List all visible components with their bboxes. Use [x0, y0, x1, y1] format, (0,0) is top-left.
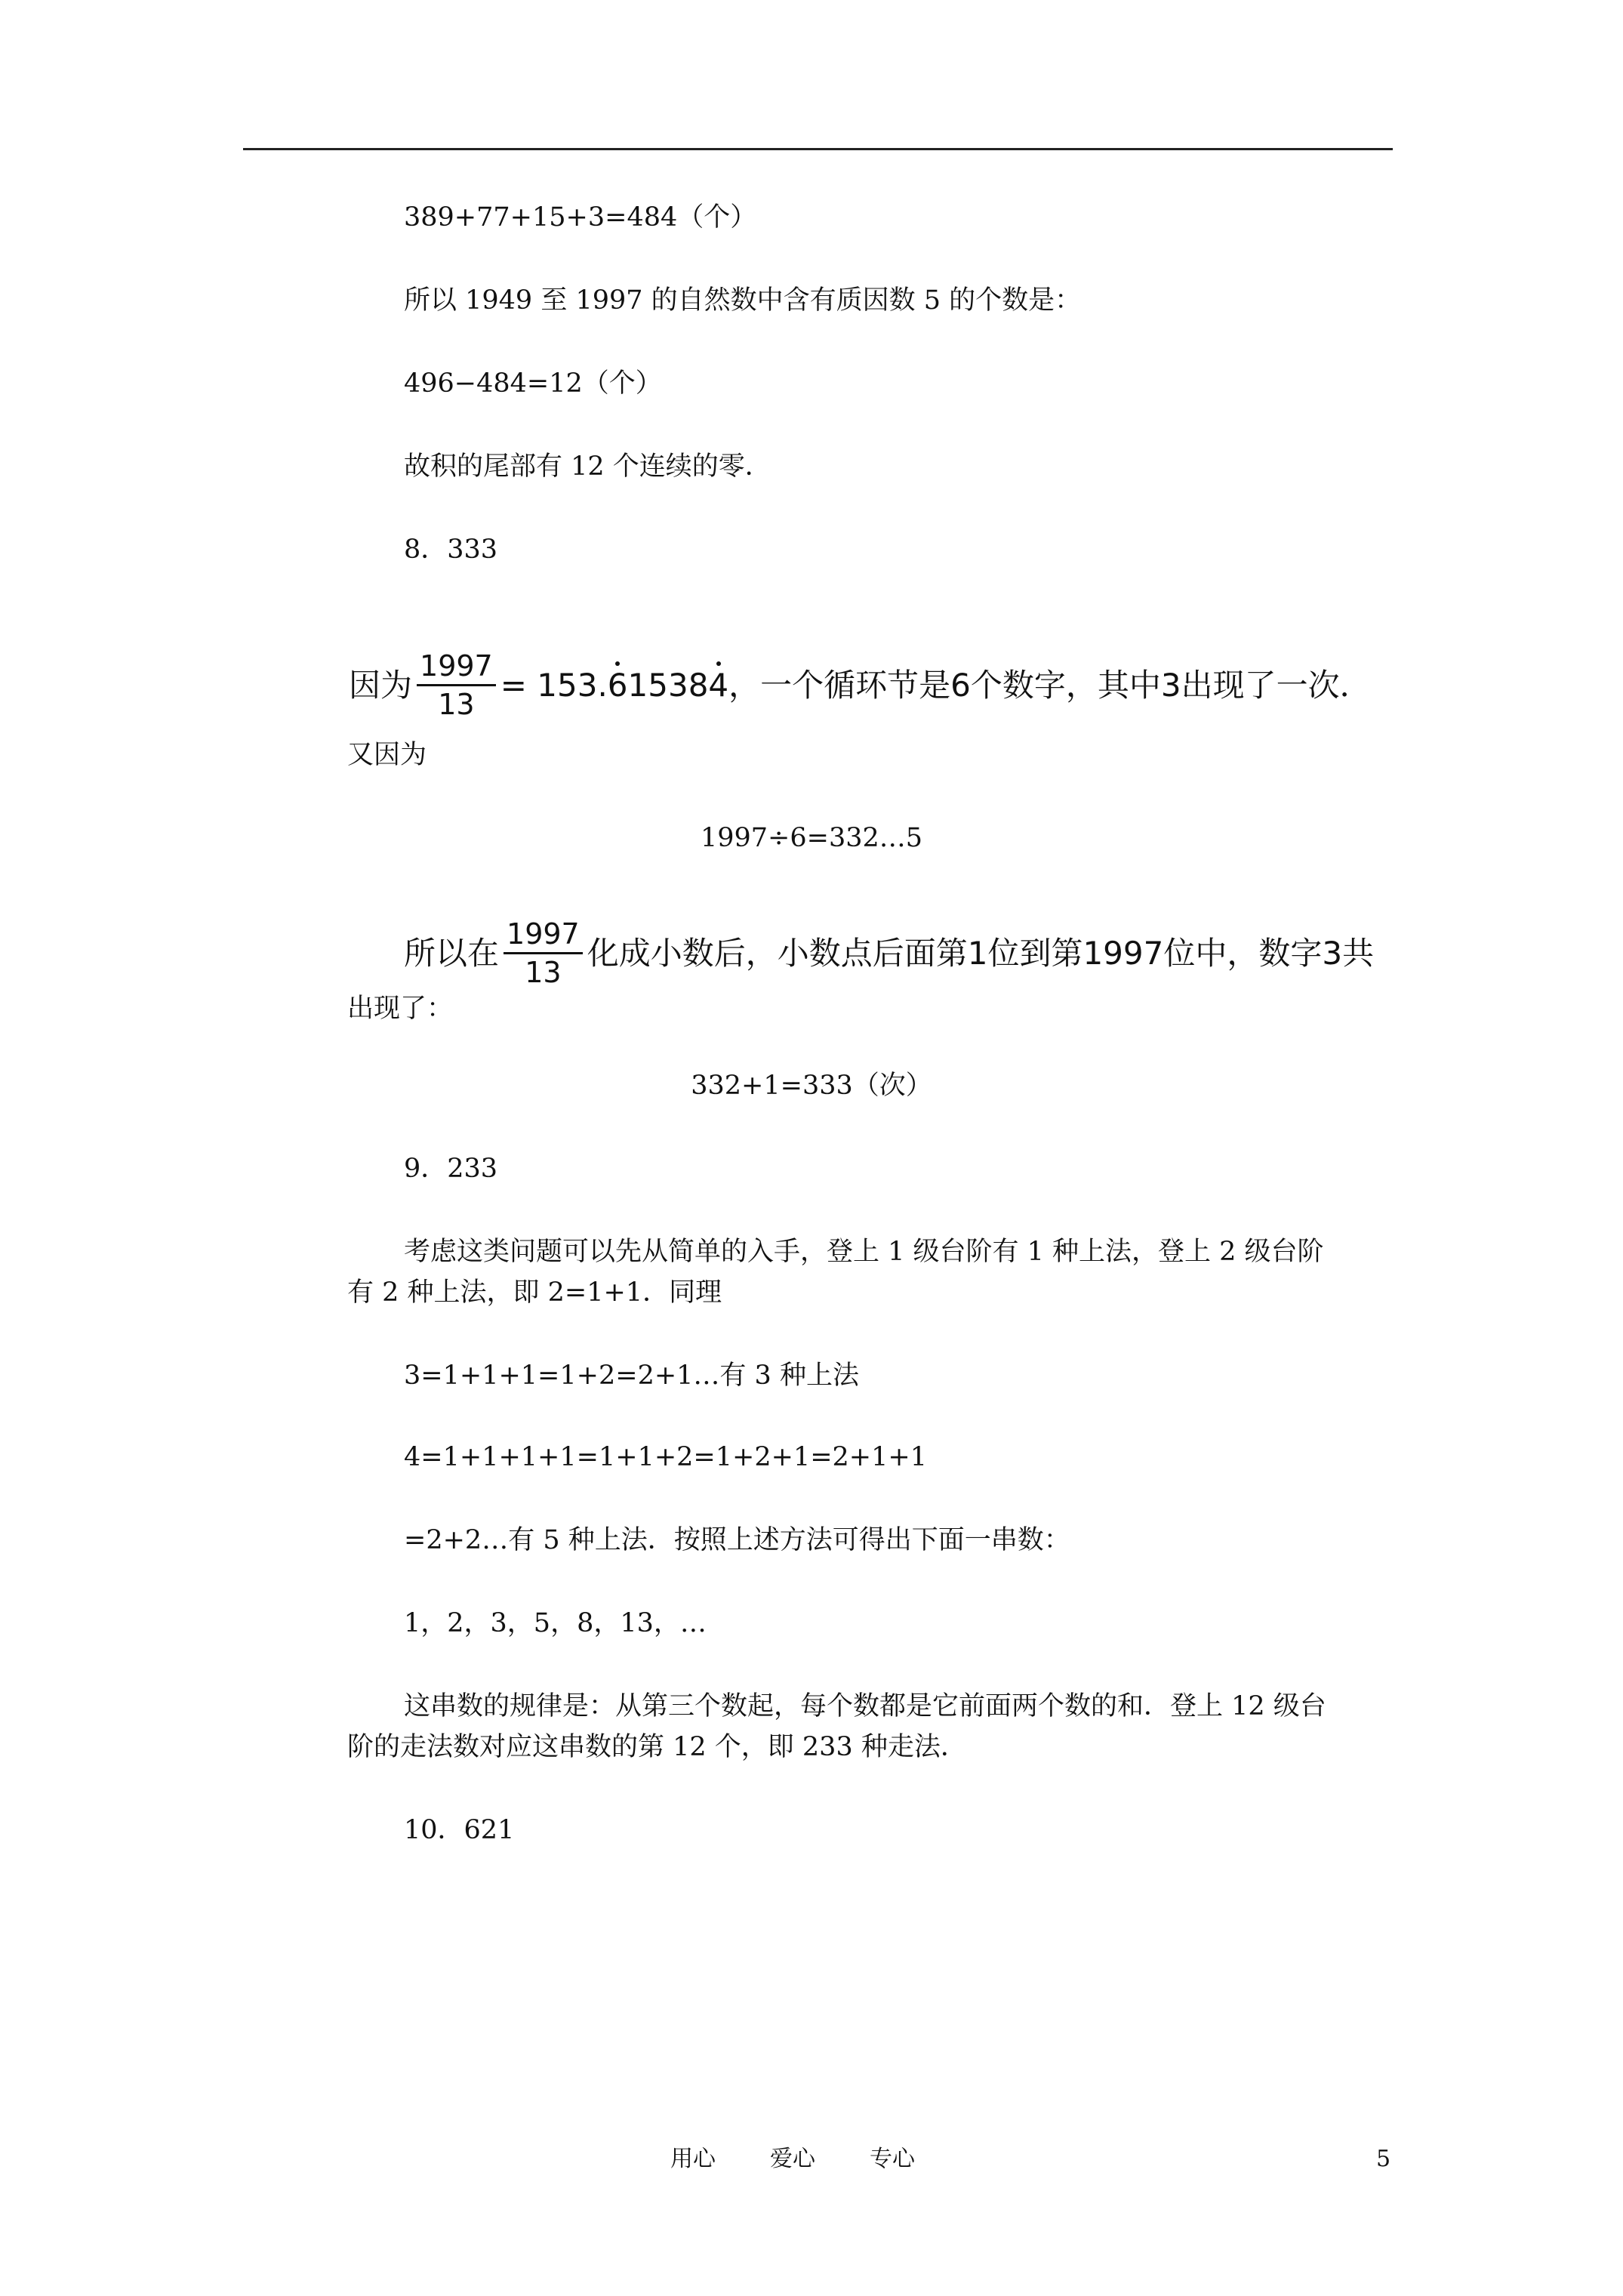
text-line: 考虑这类问题可以先从简单的入手，登上 1 级台阶有 1 种上法，登上 2 级台阶 [404, 1237, 1324, 1267]
repeat-digit-end: 4 [708, 664, 728, 707]
equation-suffix: ，一个循环节是6个数字，其中3出现了一次． [728, 666, 1372, 704]
text-line: 1，2，3，5，8，13，… [404, 1608, 707, 1638]
text-line: 4=1+1+1+1=1+1+2=1+2+1=2+1+1 [404, 1442, 927, 1472]
fraction [504, 917, 583, 989]
text-line: =2+2…有 5 种上法．按照上述方法可得出下面一串数： [404, 1525, 1070, 1555]
repeat-digit-start: 6 [608, 664, 628, 707]
text-line: 496−484=12（个） [404, 368, 662, 399]
fraction-numerator: 1997 [417, 649, 496, 686]
text-line: 有 2 种上法，即 2=1+1．同理 [347, 1277, 722, 1308]
text-line: 出现了： [347, 994, 454, 1024]
text-line: 10．621 [404, 1815, 515, 1845]
text-line: 这串数的规律是：从第三个数起，每个数都是它前面两个数的和．登上 12 级台 [404, 1691, 1326, 1721]
fraction-denominator: 13 [525, 956, 562, 989]
equation-line-2 [404, 917, 1374, 989]
footer-text: 专心 [870, 2146, 915, 2172]
text-line: 所以 1949 至 1997 的自然数中含有质因数 5 的个数是： [404, 285, 1082, 316]
equation-prefix: 因为 [349, 666, 413, 704]
fraction-numerator: 1997 [504, 917, 583, 954]
equation-suffix: 化成小数后，小数点后面第1位到第1997位中，数字3共 [587, 934, 1375, 972]
equation-line-1 [349, 649, 1372, 721]
equation-prefix: 所以在 [404, 934, 500, 972]
text-line: 又因为 [347, 740, 427, 770]
fraction [417, 649, 496, 721]
text-line: 故积的尾部有 12 个连续的零． [404, 451, 771, 482]
text-line: 8．333 [404, 535, 498, 565]
text-line: 389+77+15+3=484（个） [404, 202, 757, 233]
fraction-denominator: 13 [438, 688, 475, 721]
page-number: 5 [1376, 2146, 1391, 2172]
centered-formula: 332+1=333（次） [691, 1071, 932, 1101]
repeat-digits: 1538 [627, 666, 709, 704]
text-line: 9．233 [404, 1154, 498, 1184]
centered-formula: 1997÷6=332…5 [700, 823, 923, 853]
footer-text: 爱心 [770, 2146, 815, 2172]
text-line: 阶的走法数对应这串数的第 12 个，即 233 种走法． [347, 1732, 967, 1762]
text-line: 3=1+1+1=1+2=2+1…有 3 种上法 [404, 1361, 859, 1391]
equation-eq: = 153. [500, 666, 608, 704]
footer-text: 用心 [670, 2146, 716, 2172]
header-rule [243, 148, 1393, 150]
